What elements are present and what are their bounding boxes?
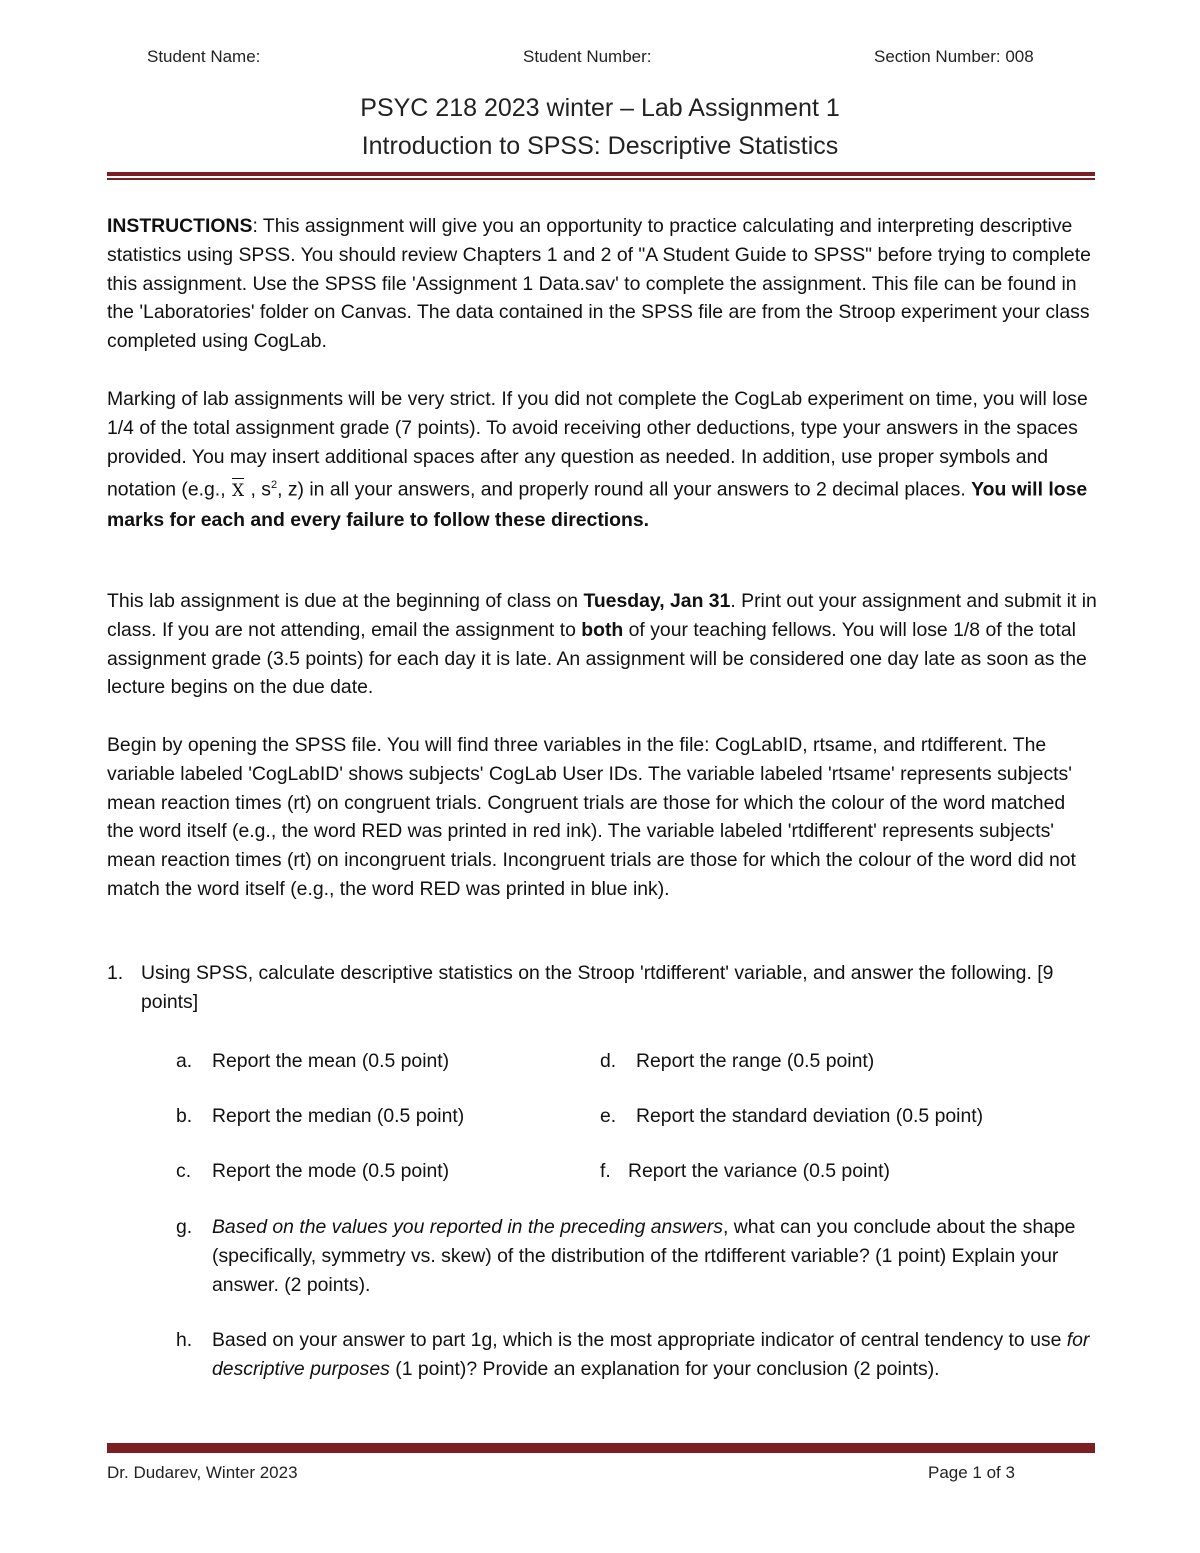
header-divider-thin: [107, 178, 1095, 180]
student-name-label: Student Name:: [147, 47, 261, 66]
question-1-number: 1.: [107, 962, 124, 984]
footer-author: Dr. Dudarev, Winter 2023: [107, 1463, 298, 1482]
question-1g-text: , what can you conclude about the shape (specifically, symmetry vs. skew) of the distribution of the rtdifferent variable? (1 point) Explain your answer. (2 points).: [212, 1216, 1076, 1296]
question-1a-letter: a.: [176, 1050, 193, 1072]
due-text-a: This lab assignment is due at the beginning of class on: [107, 590, 584, 612]
variables-paragraph: Begin by opening the SPSS file. You will find three variables in the file: CogLabID, rtsame, and rtdifferent. The variable labeled 'CogLabID' shows subjects' CogLab User IDs. The variable labeled 'rtsame' represents subjects' mean reaction times (rt) on congruent trials. Congruent trials are those for which the colour of the word matched the word itself (e.g., the word RED was printed in red ink). The variable labeled 'rtdifferent' represents subjects' mean reaction times (rt) on incongruent trials. Incongruent trials are those for which the colour of the word did not match the word itself (e.g., the word RED was printed in blue ink).: [107, 734, 1076, 900]
marking-comma-s: , s: [245, 478, 271, 501]
question-1e-text: Report the standard deviation (0.5 point): [636, 1105, 984, 1127]
question-1g-body: [212, 1213, 1092, 1299]
x-bar-symbol: X: [231, 477, 245, 506]
due-both: both: [581, 618, 624, 641]
question-1-text: Using SPSS, calculate descriptive statistics on the Stroop 'rtdifferent' variable, and answer the following. [9 points]: [141, 962, 1054, 1013]
instructions-text: : This assignment will give you an opportunity to practice calculating and interpreting descriptive statistics using SPSS. You should review Chapters 1 and 2 of "A Student Guide to SPSS" before trying to complete this assignment. Use the SPSS file 'Assignment 1 Data.sav' to complete the assignment. This file can be found in the 'Laboratories' folder on Canvas. The data contained in the SPSS file are from the Stroop experiment your class completed using CogLab.: [107, 215, 1091, 353]
question-1c-text: Report the mode (0.5 point): [212, 1160, 450, 1182]
page-title: PSYC 218 2023 winter – Lab Assignment 1: [360, 94, 840, 122]
question-1h-letter: h.: [176, 1329, 193, 1351]
page-number: Page 1 of 3: [928, 1463, 1015, 1482]
question-1e-letter: e.: [600, 1105, 617, 1127]
s-squared-exponent: 2: [270, 479, 278, 492]
question-1f-letter: f.: [600, 1160, 611, 1182]
question-1b-text: Report the median (0.5 point): [212, 1105, 465, 1127]
student-number-label: Student Number:: [523, 47, 652, 66]
question-1c-letter: c.: [176, 1160, 192, 1182]
question-1h-text-b: (1 point)? Provide an explanation for your conclusion (2 points).: [389, 1357, 940, 1380]
question-1g-letter: g.: [176, 1216, 193, 1238]
header-divider: [107, 172, 1095, 176]
instructions-label: INSTRUCTIONS: [107, 215, 253, 237]
question-1d-letter: d.: [600, 1050, 617, 1072]
due-date: Tuesday, Jan 31: [583, 590, 731, 612]
instructions-paragraph: [107, 212, 1097, 356]
question-1g-italic: Based on the values you reported in the preceding answers: [212, 1216, 723, 1238]
question-1f-text: Report the variance (0.5 point): [628, 1160, 890, 1182]
due-text-b: . Print out your assignment and submit it in class. If you are not attending, email the assignment to: [107, 590, 1097, 641]
question-1h-italic: for descriptive purposes: [212, 1329, 1090, 1380]
question-1d-text: Report the range (0.5 point): [636, 1050, 875, 1072]
question-1h-body: [212, 1326, 1092, 1384]
page-subtitle: Introduction to SPSS: Descriptive Statistics: [361, 132, 839, 160]
marking-warning: You will lose marks for each and every failure to follow these directions.: [107, 478, 1088, 531]
question-1a-text: Report the mean (0.5 point): [212, 1050, 450, 1072]
marking-text-b: , z) in all your answers, and properly round all your answers to 2 decimal places.: [277, 478, 972, 501]
due-date-paragraph: [107, 587, 1097, 702]
footer-divider: [107, 1443, 1095, 1453]
marking-text-a: Marking of lab assignments will be very strict. If you did not complete the CogLab experiment on time, you will lose 1/4 of the total assignment grade (7 points). To avoid receiving other deductions, type your answers in the spaces provided. You may insert additional spaces after any question as needed. In addition, use proper symbols and notation (e.g.,: [107, 388, 1088, 501]
question-1b-letter: b.: [176, 1105, 193, 1127]
marking-paragraph: [107, 385, 1097, 534]
question-1h-text-a: Based on your answer to part 1g, which is the most appropriate indicator of central tendency to use: [212, 1329, 1067, 1351]
section-number-label: Section Number: 008: [874, 47, 1034, 66]
due-text-c: of your teaching fellows. You will lose 1/8 of the total assignment grade (3.5 points) for each day it is late. An assignment will be considered one day late as soon as the lecture begins on the due date.: [107, 618, 1087, 699]
